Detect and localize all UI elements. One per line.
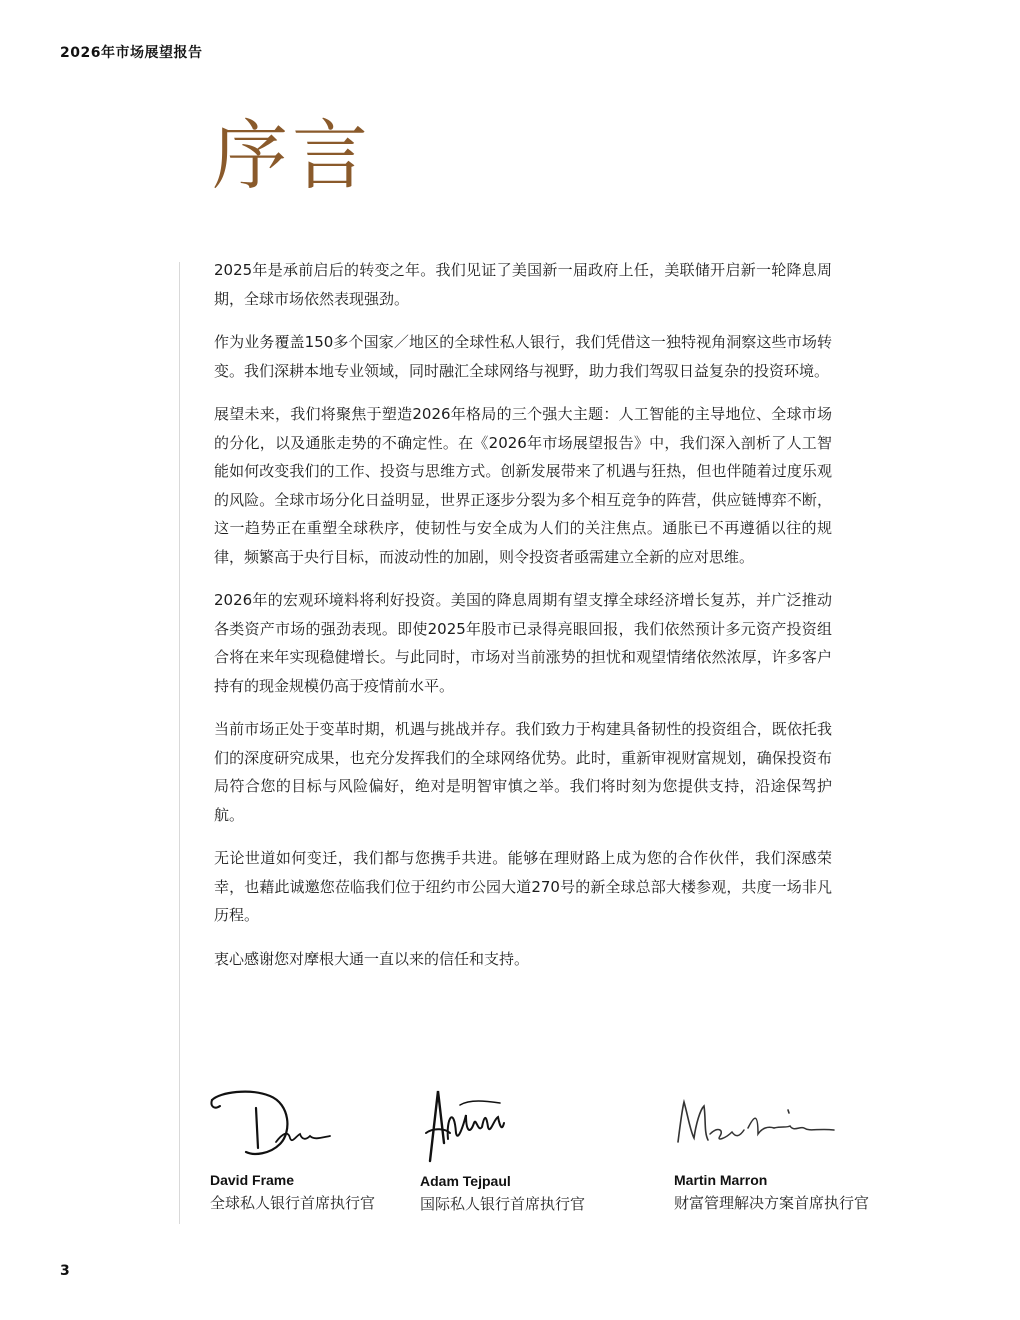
- signatory-name: Martin Marron: [674, 1172, 768, 1188]
- signature-block-david-frame: [210, 1082, 375, 1213]
- paragraph-1: 2025年是承前启后的转变之年。我们见证了美国新一届政府上任，美联储开启新一轮降息周期，全球市场依然表现强劲。: [214, 261, 832, 308]
- signatory-title: 财富管理解决方案首席执行官: [674, 1194, 870, 1212]
- signatory-title: 全球私人银行首席执行官: [210, 1194, 376, 1212]
- signature-adam-tejpaul-image: [420, 1083, 520, 1173]
- signature-martin-marron-image: [674, 1086, 844, 1172]
- paragraph-5: 当前市场正处于变革时期，机遇与挑战并存。我们致力于构建具备韧性的投资组合，既依托我们的深度研究成果，也充分发挥我们的全球网络优势。此时，重新审视财富规划，确保投资布局符合您的目标与风险偏好，绝对是明智审慎之举。我们将时刻为您提供支持，沿途保驾护航。: [214, 720, 832, 824]
- report-header-title: 2026年市场展望报告: [60, 45, 203, 61]
- signatory-title: 国际私人银行首席执行官: [420, 1195, 586, 1213]
- signatory-name: Adam Tejpaul: [420, 1173, 511, 1189]
- page-title: 序言: [212, 111, 372, 200]
- signatory-name: David Frame: [210, 1172, 295, 1188]
- vertical-divider: [179, 262, 180, 1224]
- letter-body: [214, 256, 832, 988]
- paragraph-4: 2026年的宏观环境料将利好投资。美国的降息周期有望支撑全球经济增长复苏，并广泛推动各类资产市场的强劲表现。即使2025年股市已录得亮眼回报，我们依然预计多元资产投资组合将在来年实现稳健增长。与此同时，市场对当前涨势的担忧和观望情绪依然浓厚，许多客户持有的现金规模仍高于疫情前水平。: [214, 591, 832, 695]
- paragraph-7: 衷心感谢您对摩根大通一直以来的信任和支持。: [214, 949, 530, 968]
- page-number: 3: [60, 1263, 70, 1279]
- paragraph-6: 无论世道如何变迁，我们都与您携手共进。能够在理财路上成为您的合作伙伴，我们深感荣幸，也藉此诚邀您莅临我们位于纽约市公园大道270号的新全球总部大楼参观，共度一场非凡历程。: [214, 849, 832, 924]
- signature-block-adam-tejpaul: [420, 1083, 585, 1214]
- signature-block-martin-marron: [674, 1086, 869, 1213]
- paragraph-2: 作为业务覆盖150多个国家／地区的全球性私人银行，我们凭借这一独特视角洞察这些市场转变。我们深耕本地专业领域，同时融汇全球网络与视野，助力我们驾驭日益复杂的投资环境。: [214, 333, 832, 380]
- signature-david-frame-image: [210, 1082, 340, 1172]
- paragraph-3: 展望未来，我们将聚焦于塑造2026年格局的三个强大主题：人工智能的主导地位、全球市场的分化，以及通胀走势的不确定性。在《2026年市场展望报告》中，我们深入剖析了人工智能如何改变我们的工作、投资与思维方式。创新发展带来了机遇与狂热，但也伴随着过度乐观的风险。全球市场分化日益明显，世界正逐步分裂为多个相互竞争的阵营，供应链博弈不断，这一趋势正在重塑全球秩序，使韧性与安全成为人们的关注焦点。通胀已不再遵循以往的规律，频繁高于央行目标，而波动性的加剧，则令投资者亟需建立全新的应对思维。: [214, 405, 832, 566]
